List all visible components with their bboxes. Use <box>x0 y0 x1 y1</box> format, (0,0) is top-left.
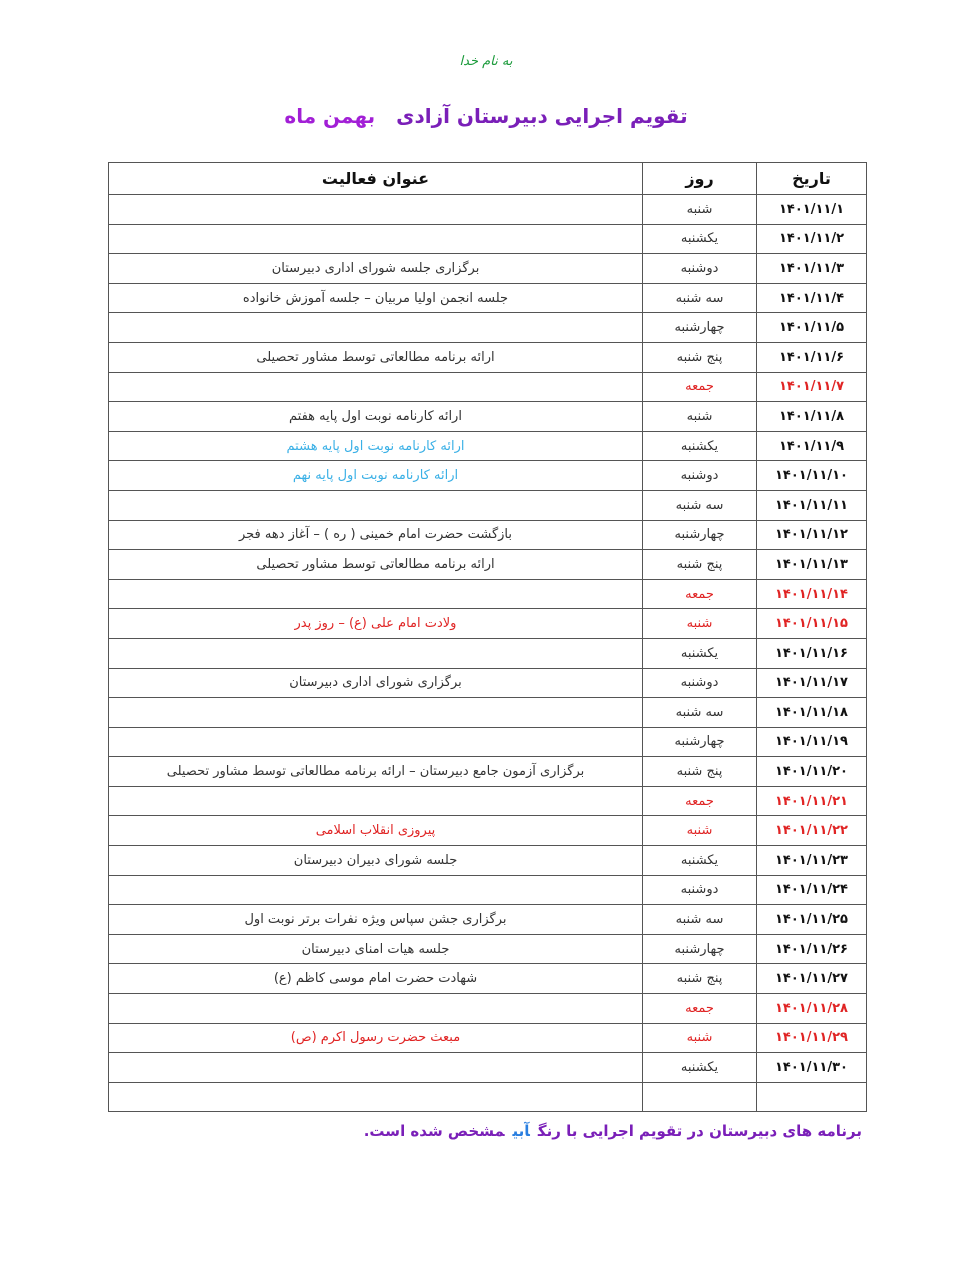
row-date: ۱۴۰۱/۱۱/۲۸ <box>757 994 867 1024</box>
row-date: ۱۴۰۱/۱۱/۲۴ <box>757 875 867 905</box>
row-date: ۱۴۰۱/۱۱/۵ <box>757 313 867 343</box>
row-day: سه شنبه <box>643 283 757 313</box>
calendar-table <box>108 162 867 1112</box>
row-day: چهارشنبه <box>643 727 757 757</box>
table-row <box>109 727 867 757</box>
row-day: پنج شنبه <box>643 550 757 580</box>
row-day: سه شنبه <box>643 490 757 520</box>
table-row <box>109 698 867 728</box>
row-day: یکشنبه <box>643 224 757 254</box>
row-day: دوشنبه <box>643 668 757 698</box>
row-day: جمعه <box>643 372 757 402</box>
row-day: دوشنبه <box>643 875 757 905</box>
row-activity: ارائه برنامه مطالعاتی توسط مشاور تحصیلی <box>109 550 643 580</box>
table-row <box>109 964 867 994</box>
row-day: شنبه <box>643 195 757 225</box>
row-date: ۱۴۰۱/۱۱/۳ <box>757 254 867 284</box>
table-row <box>109 224 867 254</box>
row-day: جمعه <box>643 994 757 1024</box>
table-row <box>109 786 867 816</box>
table-row <box>109 816 867 846</box>
row-day: شنبه <box>643 816 757 846</box>
row-date: ۱۴۰۱/۱۱/۹ <box>757 431 867 461</box>
row-date: ۱۴۰۱/۱۱/۷ <box>757 372 867 402</box>
row-date: ۱۴۰۱/۱۱/۲۶ <box>757 934 867 964</box>
row-activity: ارائه کارنامه نوبت اول پایه هفتم <box>109 402 643 432</box>
row-activity <box>109 638 643 668</box>
table-row <box>109 875 867 905</box>
row-day: جمعه <box>643 786 757 816</box>
row-day: جمعه <box>643 579 757 609</box>
row-date: ۱۴۰۱/۱۱/۱۷ <box>757 668 867 698</box>
row-activity: ارائه کارنامه نوبت اول پایه نهم <box>109 461 643 491</box>
row-activity: برگزاری آزمون جامع دبیرستان – ارائه برنامه مطالعاتی توسط مشاور تحصیلی <box>109 757 643 787</box>
row-date: ۱۴۰۱/۱۱/۲۲ <box>757 816 867 846</box>
row-date: ۱۴۰۱/۱۱/۸ <box>757 402 867 432</box>
row-activity: جلسه هیات امنای دبیرستان <box>109 934 643 964</box>
row-date: ۱۴۰۱/۱۱/۴ <box>757 283 867 313</box>
row-date: ۱۴۰۱/۱۱/۲۷ <box>757 964 867 994</box>
table-row <box>109 905 867 935</box>
row-activity <box>109 224 643 254</box>
table-row <box>109 757 867 787</box>
table-row <box>109 1082 867 1112</box>
row-day: پنج شنبه <box>643 757 757 787</box>
row-day: یکشنبه <box>643 431 757 461</box>
table-row <box>109 342 867 372</box>
table-row <box>109 490 867 520</box>
row-activity <box>109 490 643 520</box>
invocation-text: به نام خدا <box>459 54 513 69</box>
row-activity: برگزاری جشن سپاس ویژه نفرات برتر نوبت اول <box>109 905 643 935</box>
row-activity <box>109 579 643 609</box>
row-date: ۱۴۰۱/۱۱/۱۸ <box>757 698 867 728</box>
row-activity <box>109 1053 643 1083</box>
row-day: چهارشنبه <box>643 934 757 964</box>
row-date: ۱۴۰۱/۱۱/۲۹ <box>757 1023 867 1053</box>
header-row <box>109 163 867 195</box>
row-activity: بازگشت حضرت امام خمینی ( ره ) – آغاز دهه فجر <box>109 520 643 550</box>
table-row <box>109 846 867 876</box>
row-date: ۱۴۰۱/۱۱/۱۰ <box>757 461 867 491</box>
row-date: ۱۴۰۱/۱۱/۳۰ <box>757 1053 867 1083</box>
row-date: ۱۴۰۱/۱۱/۶ <box>757 342 867 372</box>
row-day: یکشنبه <box>643 1053 757 1083</box>
row-day <box>643 1082 757 1112</box>
table-row <box>109 638 867 668</box>
table-row <box>109 254 867 284</box>
row-day: سه شنبه <box>643 905 757 935</box>
row-activity: برگزاری شورای اداری دبیرستان <box>109 668 643 698</box>
table-row <box>109 520 867 550</box>
row-activity: ارائه کارنامه نوبت اول پایه هشتم <box>109 431 643 461</box>
table-row <box>109 313 867 343</box>
table-row <box>109 1023 867 1053</box>
header-activity: عنوان فعالیت <box>109 163 643 195</box>
table-row <box>109 372 867 402</box>
row-day: دوشنبه <box>643 254 757 284</box>
row-day: سه شنبه <box>643 698 757 728</box>
row-activity <box>109 994 643 1024</box>
row-activity <box>109 313 643 343</box>
row-activity <box>109 698 643 728</box>
table-row <box>109 609 867 639</box>
table-row <box>109 402 867 432</box>
row-date: ۱۴۰۱/۱۱/۱۳ <box>757 550 867 580</box>
row-date: ۱۴۰۱/۱۱/۱۲ <box>757 520 867 550</box>
table-row <box>109 668 867 698</box>
row-day: یکشنبه <box>643 846 757 876</box>
row-activity: ولادت امام علی (ع) – روز پدر <box>109 609 643 639</box>
row-activity: جلسه انجمن اولیا مربیان – جلسه آموزش خانواده <box>109 283 643 313</box>
row-activity: ارائه برنامه مطالعاتی توسط مشاور تحصیلی <box>109 342 643 372</box>
table-row <box>109 934 867 964</box>
row-date: ۱۴۰۱/۱۱/۱ <box>757 195 867 225</box>
row-date: ۱۴۰۱/۱۱/۲ <box>757 224 867 254</box>
footer-note <box>364 1122 862 1140</box>
row-date: ۱۴۰۱/۱۱/۱۴ <box>757 579 867 609</box>
row-day: چهارشنبه <box>643 520 757 550</box>
row-day: پنج شنبه <box>643 964 757 994</box>
table-row <box>109 461 867 491</box>
row-date: ۱۴۰۱/۱۱/۱۶ <box>757 638 867 668</box>
row-date: ۱۴۰۱/۱۱/۱۱ <box>757 490 867 520</box>
row-activity: پیروزی انقلاب اسلامی <box>109 816 643 846</box>
row-date: ۱۴۰۱/۱۱/۲۳ <box>757 846 867 876</box>
header-date: تاریخ <box>757 163 867 195</box>
table-row <box>109 283 867 313</box>
table-row <box>109 431 867 461</box>
footer-text-before: برنامه های دبیرستان در تقویم اجرایی با رنگ <box>537 1122 862 1140</box>
row-day: شنبه <box>643 609 757 639</box>
row-day: یکشنبه <box>643 638 757 668</box>
row-activity: جلسه شورای دبیران دبیرستان <box>109 846 643 876</box>
row-activity: شهادت حضرت امام موسی کاظم (ع) <box>109 964 643 994</box>
row-activity: مبعث حضرت رسول اکرم (ص) <box>109 1023 643 1053</box>
row-activity <box>109 195 643 225</box>
table-row <box>109 579 867 609</box>
row-activity <box>109 1082 643 1112</box>
row-activity <box>109 727 643 757</box>
row-day: دوشنبه <box>643 461 757 491</box>
row-date: ۱۴۰۱/۱۱/۱۵ <box>757 609 867 639</box>
row-activity <box>109 372 643 402</box>
row-date: ۱۴۰۱/۱۱/۲۱ <box>757 786 867 816</box>
title-month: بهمن ماه <box>284 104 376 128</box>
header-day: روز <box>643 163 757 195</box>
row-activity <box>109 875 643 905</box>
row-activity <box>109 786 643 816</box>
row-day: چهارشنبه <box>643 313 757 343</box>
table-row <box>109 1053 867 1083</box>
table-row <box>109 994 867 1024</box>
row-day: شنبه <box>643 402 757 432</box>
row-activity: برگزاری جلسه شورای اداری دبیرستان <box>109 254 643 284</box>
row-date: ۱۴۰۱/۱۱/۱۹ <box>757 727 867 757</box>
footer-text-after: مشخص شده است. <box>363 1122 505 1140</box>
row-date <box>757 1082 867 1112</box>
footer-color-word: آبی <box>512 1122 530 1140</box>
row-day: شنبه <box>643 1023 757 1053</box>
row-day: پنج شنبه <box>643 342 757 372</box>
table-row <box>109 195 867 225</box>
title-main: تقویم اجرایی دبیرستان آزادی <box>396 104 688 128</box>
calendar-body <box>109 195 867 1112</box>
row-date: ۱۴۰۱/۱۱/۲۰ <box>757 757 867 787</box>
table-row <box>109 550 867 580</box>
page-title <box>0 104 972 128</box>
row-date: ۱۴۰۱/۱۱/۲۵ <box>757 905 867 935</box>
